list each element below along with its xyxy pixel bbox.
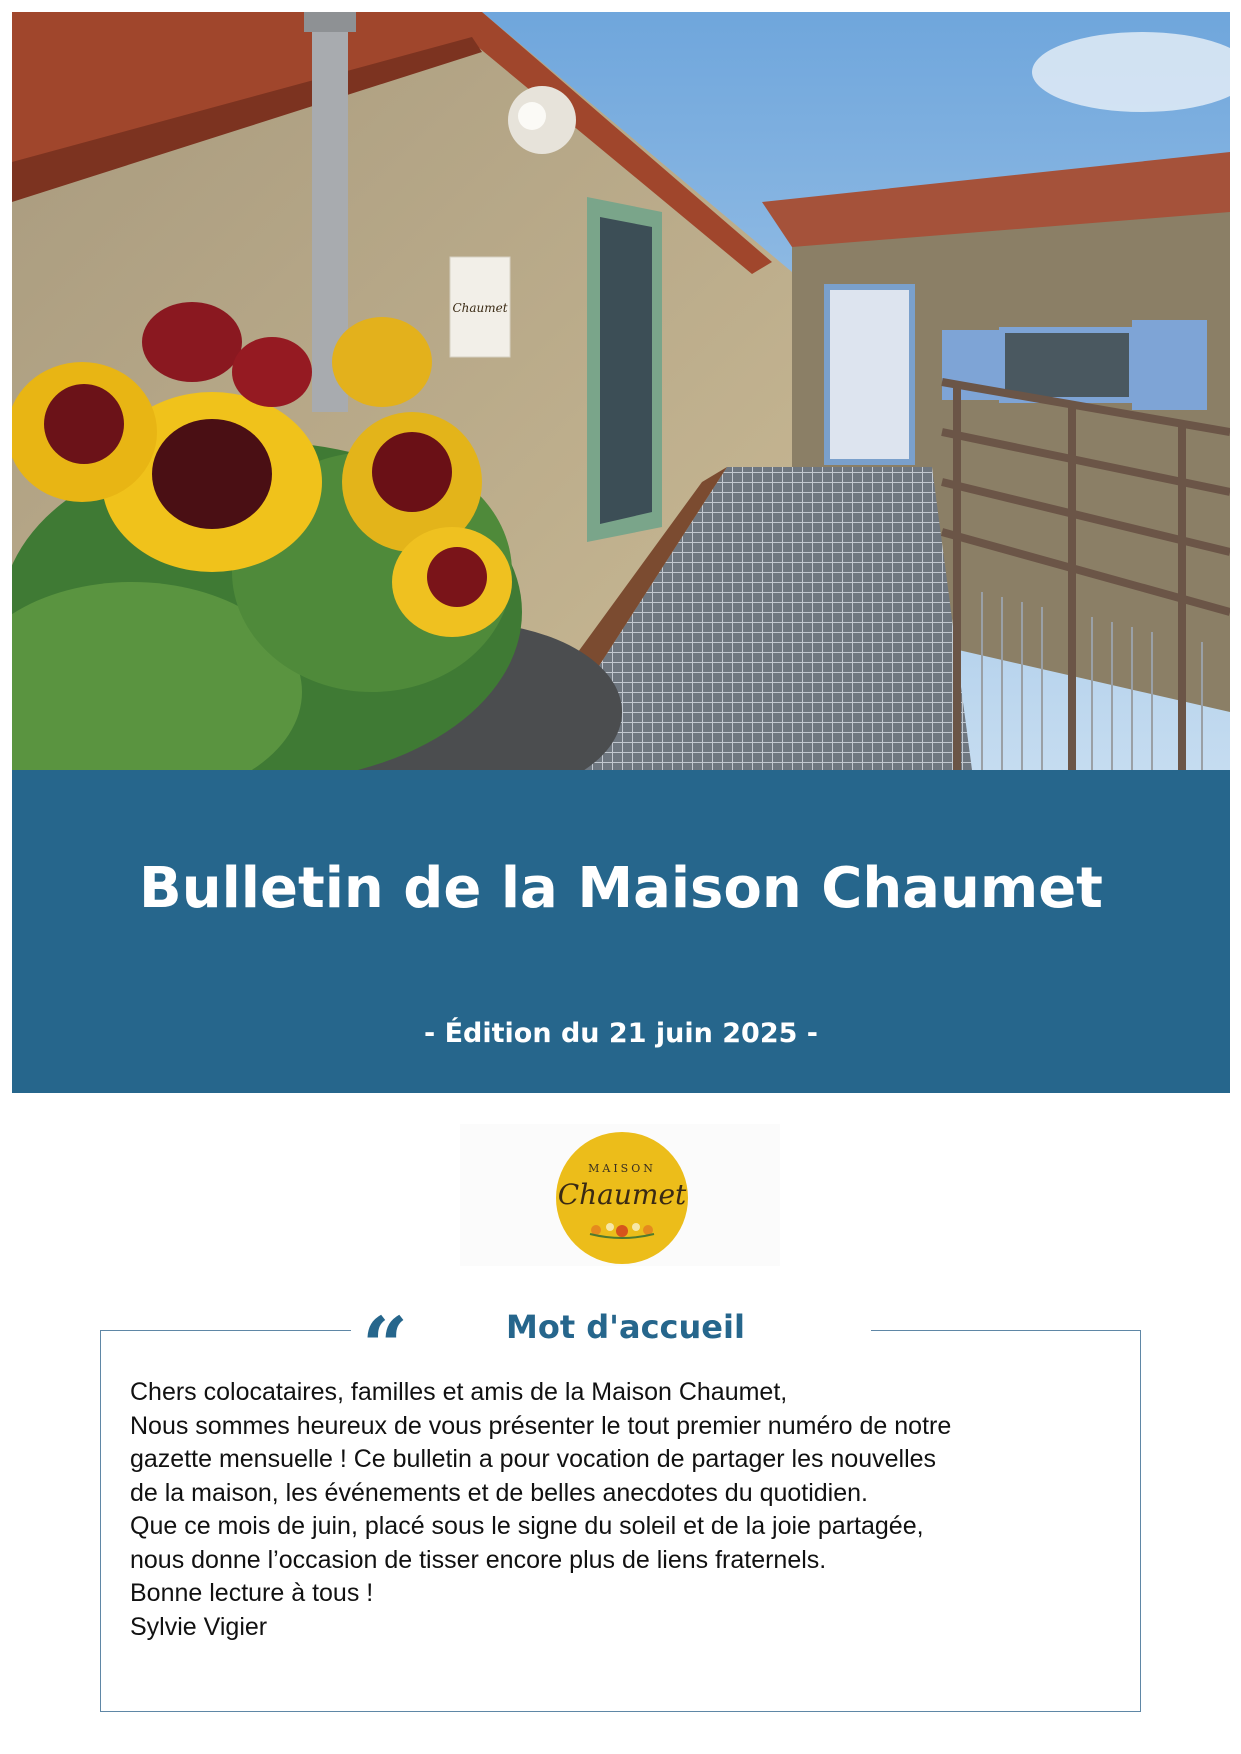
edition-date: - Édition du 21 juin 2025 - — [424, 1018, 818, 1049]
title-banner — [12, 770, 1230, 1093]
page-title: Bulletin de la Maison Chaumet — [139, 856, 1103, 921]
welcome-line: Nous sommes heureux de vous présenter le tout premier numéro de notre — [130, 1411, 952, 1440]
maison-chaumet-logo — [556, 1132, 688, 1264]
photo-terrace-flowers-icon — [12, 12, 1230, 770]
logo-main-text: Chaumet — [557, 1178, 687, 1211]
wall-sign-text: Chaumet — [452, 301, 508, 315]
quote-icon: “ — [362, 1299, 409, 1393]
logo-area — [460, 1124, 780, 1266]
welcome-line: gazette mensuelle ! Ce bulletin a pour vocation de partager les nouvelles — [130, 1445, 937, 1473]
welcome-heading: Mot d'accueil — [506, 1308, 745, 1346]
flower-garland-icon — [586, 1218, 658, 1240]
welcome-line: Bonne lecture à tous ! — [130, 1579, 374, 1607]
welcome-line: de la maison, les événements et de belles anecdotes du quotidien. — [130, 1478, 868, 1507]
signature: Sylvie Vigier — [130, 1612, 268, 1641]
welcome-text — [130, 1376, 1120, 1644]
welcome-line: Que ce mois de juin, placé sous le signe du soleil et de la joie partagée, — [130, 1512, 924, 1540]
logo-top-text: MAISON — [588, 1162, 656, 1175]
hero-photo — [12, 12, 1230, 770]
welcome-line: Chers colocataires, familles et amis de la Maison Chaumet, — [130, 1378, 788, 1406]
welcome-line: nous donne l’occasion de tisser encore plus de liens fraternels. — [130, 1545, 827, 1574]
